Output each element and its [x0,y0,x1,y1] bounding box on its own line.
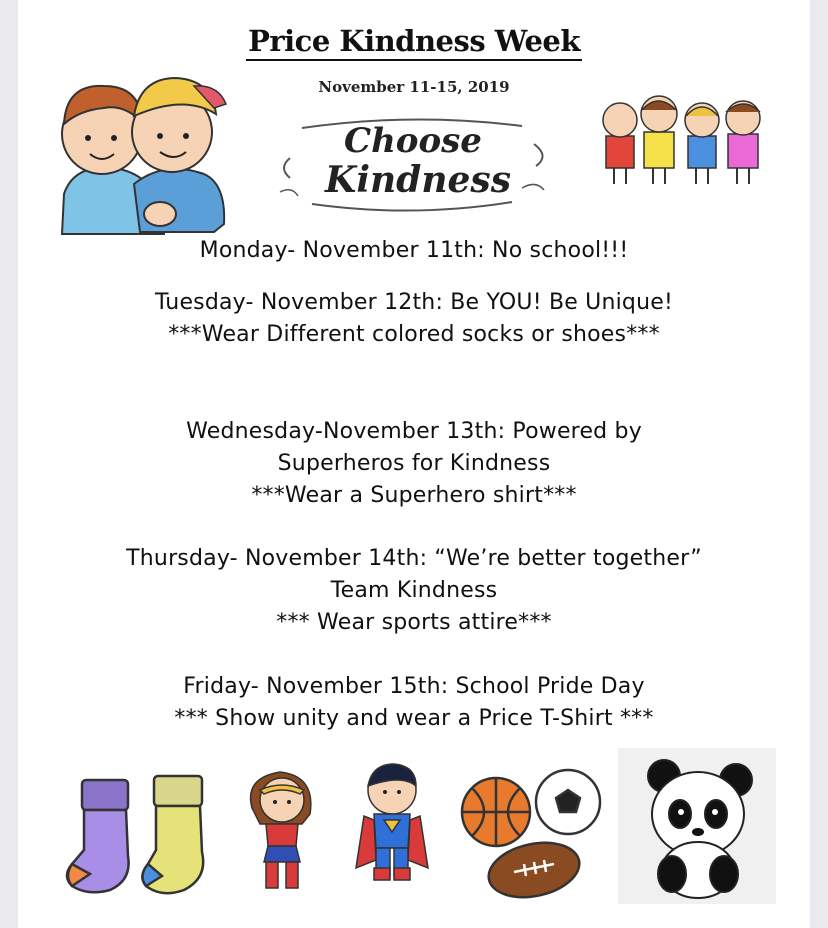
thursday-instruction: *** Wear sports attire*** [276,610,552,635]
wednesday-subheading: Superheros for Kindness [277,451,551,476]
wonder-woman-icon [240,758,324,894]
monday-line: Monday- November 11th: No school!!! [199,238,629,263]
choose-kindness-logo [272,108,554,214]
superman-icon [352,756,432,888]
event-dates: November 11-15, 2019 [318,78,510,96]
thursday-subheading: Team Kindness [330,578,498,603]
logo-line2: Kindness [325,159,511,201]
tuesday-heading: Tuesday- November 12th: Be YOU! Be Unique! [155,290,673,315]
flyer-title: Price Kindness Week [0,24,828,58]
kids-group-icon [598,92,774,188]
tuesday-instruction: ***Wear Different colored socks or shoes*** [168,322,660,347]
wednesday-heading: Wednesday-November 13th: Powered by [186,419,642,444]
wednesday-instruction: ***Wear a Superhero shirt*** [251,483,577,508]
sports-balls-icon [458,766,608,904]
friday-heading: Friday- November 15th: School Pride Day [183,674,645,699]
logo-line1: Choose [344,121,482,161]
friday-instruction: *** Show unity and wear a Price T-Shirt *** [174,706,654,731]
socks-icon [62,770,220,900]
hugging-boys-icon [44,64,234,240]
panda-icon [618,748,776,904]
thursday-heading: Thursday- November 14th: “We’re better together” [126,546,702,571]
